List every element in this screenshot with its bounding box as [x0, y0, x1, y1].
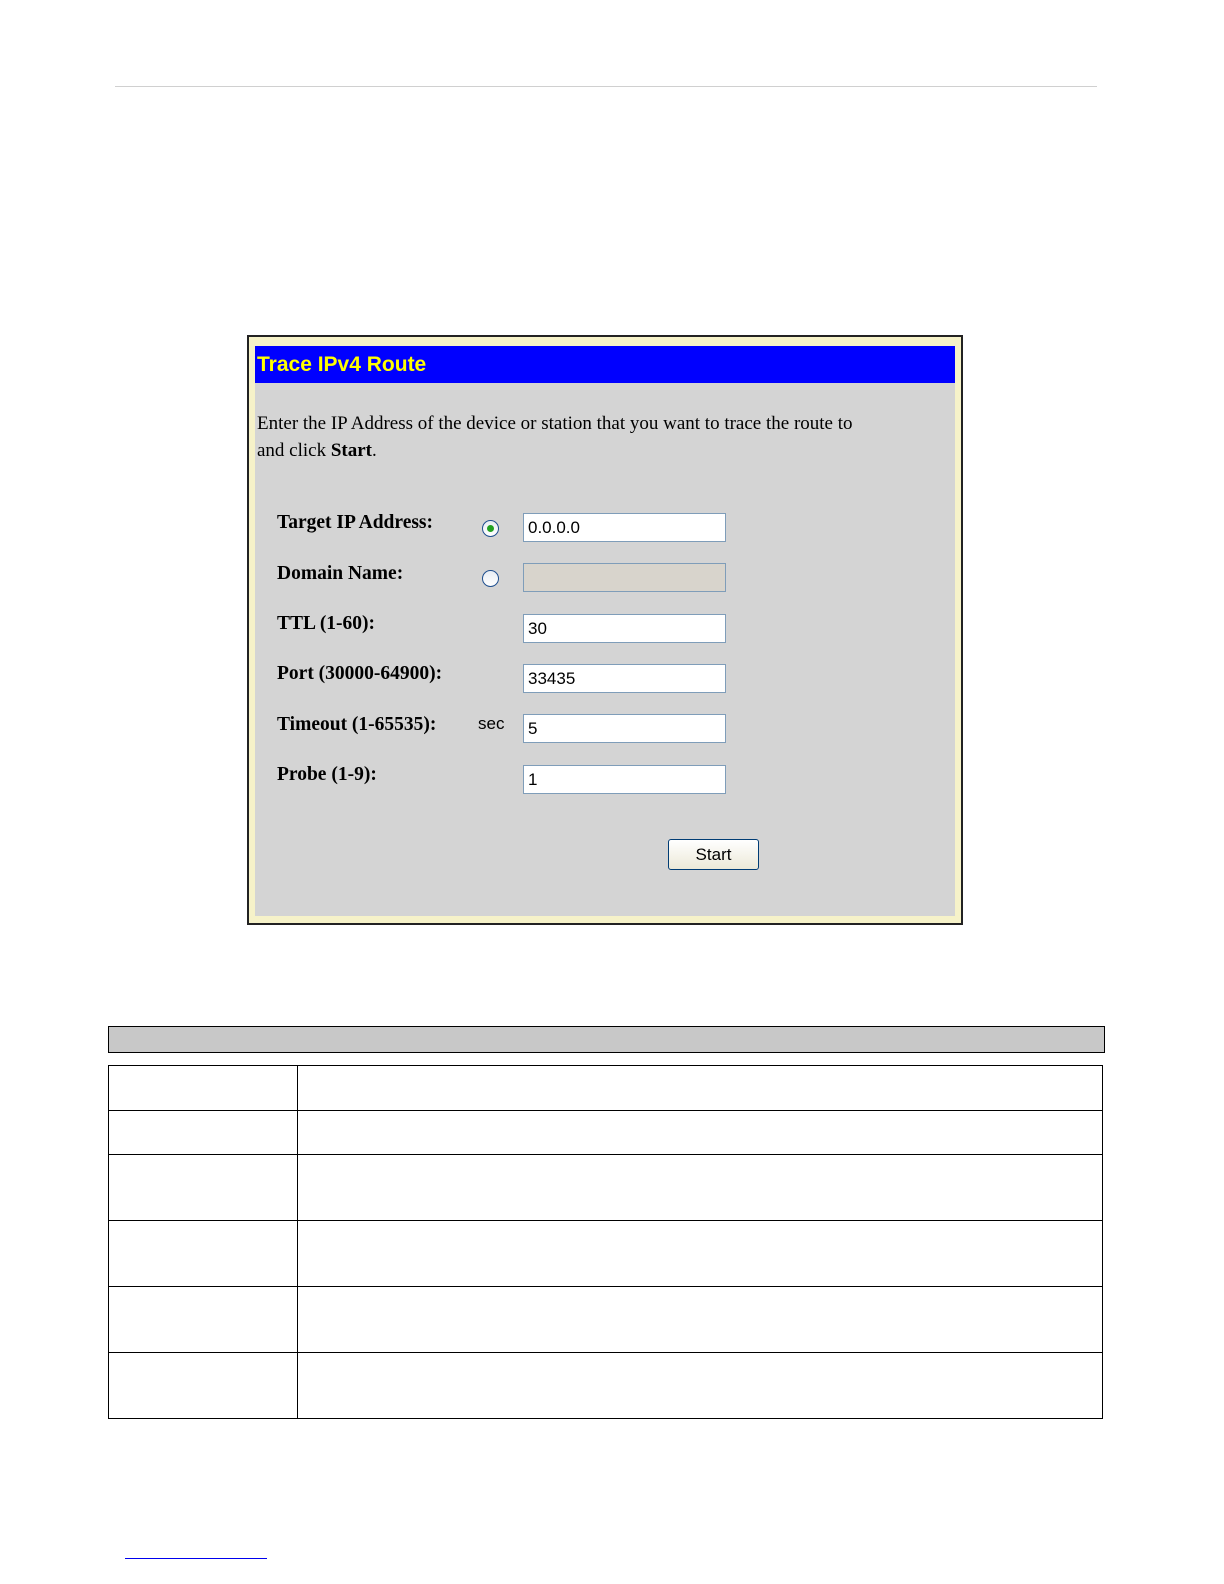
port-input[interactable]: 33435: [523, 664, 726, 693]
probe-label: Probe (1-9):: [277, 764, 377, 785]
trace-route-window: [247, 335, 963, 925]
table-cell: [298, 1066, 1103, 1111]
table-cell: [298, 1353, 1103, 1419]
target-ip-radio[interactable]: [482, 520, 499, 537]
domain-name-label: Domain Name:: [277, 563, 404, 584]
table-header-bar: [108, 1026, 1105, 1053]
table-cell: [109, 1287, 298, 1353]
table-row: [109, 1066, 1103, 1111]
timeout-unit: sec: [478, 714, 505, 733]
panel-content: [255, 346, 955, 916]
table-cell: [109, 1155, 298, 1221]
port-label: Port (30000-64900):: [277, 663, 443, 684]
instructions-start-word: Start: [330, 440, 373, 461]
instructions-period: .: [372, 440, 377, 461]
table-row: [109, 1287, 1103, 1353]
page-title: Trace IPv4 Route: [255, 346, 955, 383]
table-cell: [109, 1066, 298, 1111]
domain-name-radio[interactable]: [482, 570, 499, 587]
start-button[interactable]: Start: [668, 839, 759, 870]
instructions: [257, 410, 877, 464]
table-cell: [298, 1111, 1103, 1155]
top-rule: [115, 86, 1097, 87]
table-cell: [109, 1221, 298, 1287]
target-ip-input[interactable]: 0.0.0.0: [523, 513, 726, 542]
instructions-text: Enter the IP Address of the device or station that you want to trace the route to and click: [257, 413, 853, 461]
table-cell: [109, 1111, 298, 1155]
footer-link-underline[interactable]: [125, 1558, 267, 1559]
table-cell: [109, 1353, 298, 1419]
radio-selected-dot: [487, 525, 494, 532]
parameter-table: [108, 1065, 1103, 1419]
table-row: [109, 1155, 1103, 1221]
table-cell: [298, 1287, 1103, 1353]
table-cell: [298, 1221, 1103, 1287]
timeout-label: Timeout (1-65535):: [277, 714, 437, 735]
table-row: [109, 1111, 1103, 1155]
timeout-input[interactable]: 5: [523, 714, 726, 743]
table-cell: [298, 1155, 1103, 1221]
domain-name-input[interactable]: [523, 563, 726, 592]
ttl-label: TTL (1-60):: [277, 613, 376, 634]
ttl-input[interactable]: 30: [523, 614, 726, 643]
table-row: [109, 1353, 1103, 1419]
target-ip-label: Target IP Address:: [277, 512, 434, 533]
table-row: [109, 1221, 1103, 1287]
probe-input[interactable]: 1: [523, 765, 726, 794]
